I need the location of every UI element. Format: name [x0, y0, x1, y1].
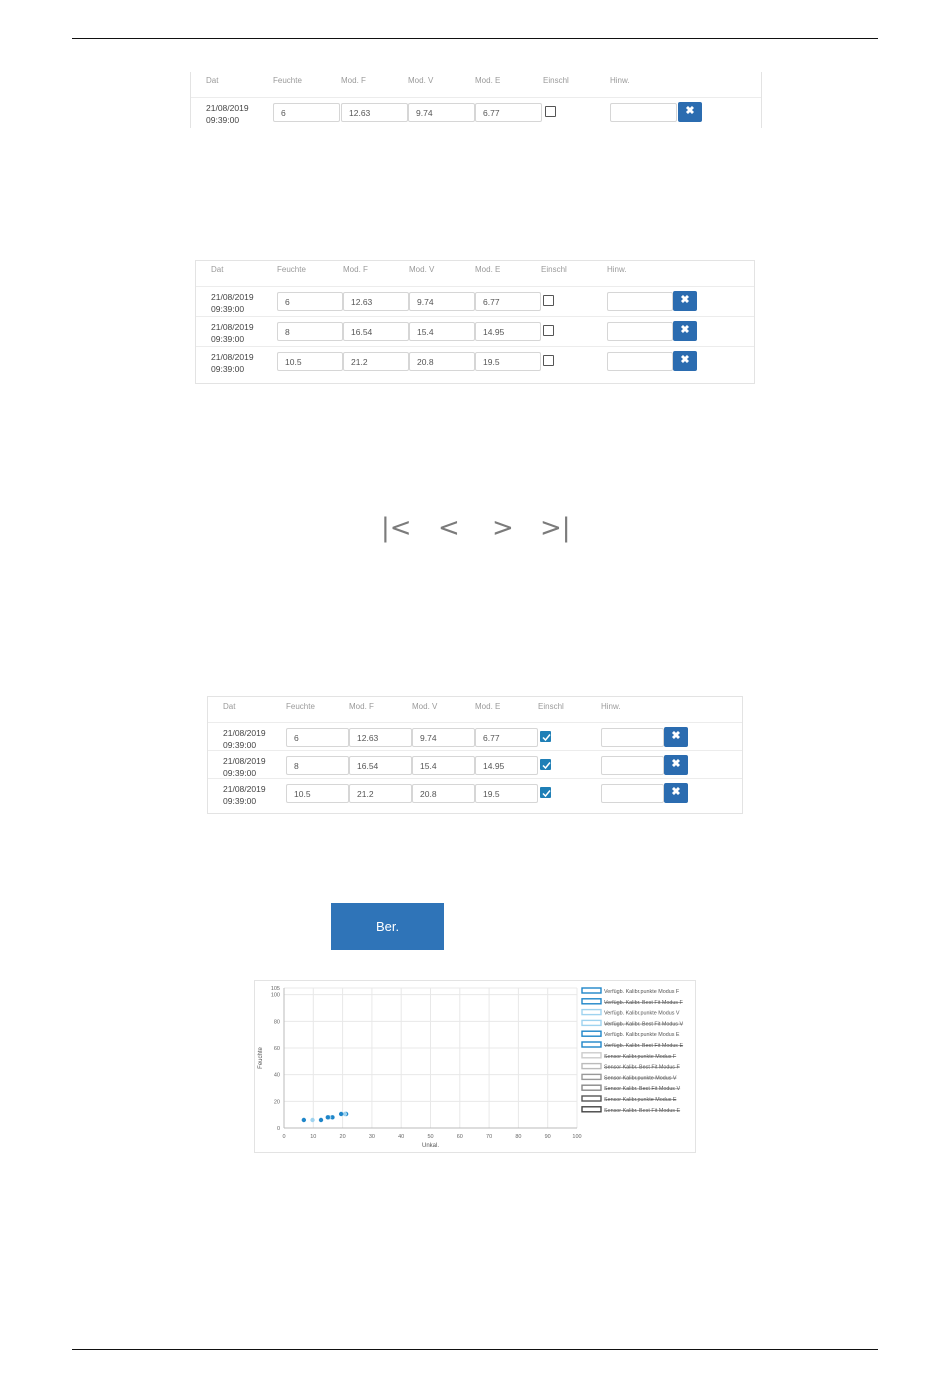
einschl-checkbox[interactable] — [540, 787, 551, 798]
column-header: Mod. E — [475, 265, 501, 274]
column-header: Feuchte — [273, 76, 302, 85]
hinw-input[interactable] — [607, 292, 673, 311]
mod-e-input[interactable]: 6.77 — [475, 728, 538, 747]
close-icon: ✖ — [671, 786, 681, 798]
mod-f-input[interactable]: 12.63 — [343, 292, 409, 311]
chart-svg — [255, 981, 695, 1152]
hinw-input[interactable] — [601, 756, 664, 775]
mod-f-input[interactable]: 16.54 — [343, 322, 409, 341]
legend-label: Sensor Kalibr.punkte Modus F — [604, 1053, 677, 1060]
column-header: Einschl — [538, 702, 564, 711]
x-tick-label: 70 — [486, 1134, 493, 1140]
check-icon — [541, 732, 552, 743]
column-header: Hinw. — [610, 76, 630, 85]
column-header: Dat — [206, 76, 219, 85]
table-row — [196, 346, 754, 377]
x-axis-label: Unkal. — [421, 1143, 440, 1149]
delete-row-button[interactable] — [673, 321, 697, 341]
mod-v-input[interactable]: 20.8 — [412, 784, 475, 803]
delete-row-button[interactable] — [664, 755, 688, 775]
x-tick-label: 40 — [398, 1134, 405, 1140]
einschl-checkbox[interactable] — [543, 355, 554, 366]
data-point — [310, 1118, 314, 1122]
feuchte-input[interactable]: 10.5 — [277, 352, 343, 371]
first-page-icon[interactable]: |< — [381, 513, 412, 543]
close-icon: ✖ — [680, 354, 690, 366]
close-icon: ✖ — [671, 758, 681, 770]
column-header: Einschl — [541, 265, 567, 274]
close-icon: ✖ — [680, 294, 690, 306]
hinw-input[interactable] — [607, 322, 673, 341]
feuchte-input[interactable]: 8 — [277, 322, 343, 341]
check-icon — [541, 760, 552, 771]
mod-v-input[interactable]: 9.74 — [412, 728, 475, 747]
feuchte-input[interactable]: 6 — [286, 728, 349, 747]
column-header: Mod. F — [349, 702, 374, 711]
x-tick-label: 80 — [515, 1134, 522, 1140]
row-date: 21/08/2019 09:39:00 — [223, 728, 266, 750]
mod-v-input[interactable]: 20.8 — [409, 352, 475, 371]
close-icon: ✖ — [685, 105, 695, 117]
legend-swatch — [582, 1031, 601, 1036]
x-tick-label: 30 — [368, 1134, 375, 1140]
delete-row-button[interactable] — [664, 783, 688, 803]
column-header: Mod. V — [408, 76, 434, 85]
y-tick-label: 100 — [270, 992, 280, 999]
column-header: Hinw. — [607, 265, 627, 274]
mod-v-input[interactable]: 9.74 — [409, 292, 475, 311]
x-tick-label: 60 — [456, 1134, 463, 1140]
legend-label: Sensor Kalibr. Best Fit Modus F — [604, 1064, 680, 1071]
legend-swatch — [582, 988, 601, 993]
x-tick-label: 0 — [282, 1134, 286, 1140]
mod-f-input[interactable]: 12.63 — [349, 728, 412, 747]
legend-label: Sensor Kalibr. Best Fit Modus V — [604, 1086, 681, 1093]
delete-row-button[interactable] — [673, 351, 697, 371]
column-header: Mod. F — [341, 76, 366, 85]
row-date: 21/08/2019 09:39:00 — [211, 292, 254, 314]
legend-swatch — [582, 1010, 601, 1015]
legend-label: Sensor Kalibr.punkte Modus V — [604, 1075, 677, 1082]
prev-page-icon[interactable]: < — [438, 513, 460, 543]
row-date: 21/08/2019 09:39:00 — [223, 784, 266, 806]
feuchte-input[interactable]: 6 — [273, 103, 340, 122]
column-header: Mod. E — [475, 76, 501, 85]
einschl-checkbox[interactable] — [540, 731, 551, 742]
legend-label: Verfügb. Kalibr.punkte Modus F — [604, 989, 680, 995]
legend-swatch — [582, 1064, 601, 1069]
row-date: 21/08/2019 09:39:00 — [211, 322, 254, 344]
legend-swatch — [582, 1020, 601, 1025]
table-row — [208, 722, 742, 751]
mod-e-input[interactable]: 19.5 — [475, 784, 538, 803]
hinw-input[interactable] — [601, 784, 664, 803]
legend-swatch — [582, 1085, 601, 1090]
mod-f-input[interactable]: 16.54 — [349, 756, 412, 775]
feuchte-input[interactable]: 10.5 — [286, 784, 349, 803]
einschl-checkbox[interactable] — [545, 106, 556, 117]
data-point — [319, 1118, 323, 1122]
mod-e-input[interactable]: 14.95 — [475, 756, 538, 775]
column-header: Feuchte — [286, 702, 315, 711]
einschl-checkbox[interactable] — [540, 759, 551, 770]
y-tick-label: 40 — [273, 1072, 280, 1079]
column-header: Einschl — [543, 76, 569, 85]
data-point — [326, 1115, 330, 1119]
table-row — [208, 750, 742, 779]
table-row — [191, 97, 761, 128]
row-date: 21/08/2019 09:39:00 — [211, 352, 254, 374]
column-header: Dat — [223, 702, 236, 711]
legend-label: Verfügb. Kalibr. Best Fit Modus V — [604, 1021, 684, 1028]
row-date: 21/08/2019 09:39:00 — [223, 756, 266, 778]
x-tick-label: 100 — [572, 1134, 582, 1140]
y-tick-label: 105 — [270, 986, 280, 992]
column-header: Mod. V — [412, 702, 438, 711]
legend-label: Verfügb. Kalibr.punkte Modus E — [604, 1032, 680, 1039]
delete-row-button[interactable] — [673, 291, 697, 311]
calibration-chart — [254, 980, 696, 1153]
mod-e-input[interactable]: 6.77 — [475, 292, 541, 311]
mod-e-input[interactable]: 14.95 — [475, 322, 541, 341]
column-header: Mod. F — [343, 265, 368, 274]
row-date: 21/08/2019 09:39:00 — [206, 103, 249, 125]
table-row — [196, 286, 754, 317]
column-header: Mod. V — [409, 265, 435, 274]
column-header: Mod. E — [475, 702, 501, 711]
data-point — [302, 1118, 306, 1122]
table-row — [208, 778, 742, 807]
feuchte-input[interactable]: 8 — [286, 756, 349, 775]
column-header: Hinw. — [601, 702, 621, 711]
mod-v-input[interactable]: 15.4 — [412, 756, 475, 775]
table-2 — [195, 260, 755, 384]
column-header: Feuchte — [277, 265, 306, 274]
hinw-input[interactable] — [607, 352, 673, 371]
next-page-icon[interactable]: > — [492, 513, 514, 543]
legend-swatch — [582, 1074, 601, 1079]
column-header: Dat — [211, 265, 224, 274]
top-rule — [72, 38, 878, 39]
legend-swatch — [582, 1053, 601, 1058]
table-1 — [190, 72, 762, 128]
calculate-button[interactable]: Ber. — [331, 903, 444, 950]
mod-v-input[interactable]: 9.74 — [408, 103, 475, 122]
legend-label: Sensor Kalibr. Best Fit Modus E — [604, 1107, 681, 1114]
y-axis-label: Feuchte — [258, 1047, 264, 1069]
y-tick-label: 60 — [273, 1046, 280, 1052]
legend-label: Verfügb. Kalibr. Best Fit Modus F — [604, 999, 683, 1006]
einschl-checkbox[interactable] — [543, 295, 554, 306]
x-tick-label: 90 — [544, 1134, 551, 1140]
check-icon — [541, 788, 552, 799]
close-icon: ✖ — [671, 730, 681, 742]
data-point — [343, 1112, 347, 1116]
legend-swatch — [582, 1042, 601, 1047]
legend-swatch — [582, 999, 601, 1004]
legend-swatch — [582, 1107, 601, 1112]
x-tick-label: 10 — [310, 1134, 317, 1140]
mod-v-input[interactable]: 15.4 — [409, 322, 475, 341]
y-tick-label: 80 — [273, 1019, 280, 1026]
table-row — [196, 316, 754, 347]
y-tick-label: 20 — [273, 1099, 280, 1106]
mod-e-input[interactable]: 6.77 — [475, 103, 542, 122]
last-page-icon[interactable]: >| — [540, 513, 571, 543]
table-3 — [207, 696, 743, 814]
legend-swatch — [582, 1096, 601, 1101]
legend-label: Verfügb. Kalibr. Best Fit Modus E — [604, 1043, 684, 1049]
data-point — [339, 1112, 343, 1116]
close-icon: ✖ — [680, 324, 690, 336]
legend-label: Verfügb. Kalibr.punkte Modus V — [604, 1010, 680, 1017]
mod-e-input[interactable]: 19.5 — [475, 352, 541, 371]
mod-f-input[interactable]: 21.2 — [349, 784, 412, 803]
x-tick-label: 50 — [427, 1134, 434, 1140]
hinw-input[interactable] — [610, 103, 677, 122]
mod-f-input[interactable]: 12.63 — [341, 103, 408, 122]
x-tick-label: 20 — [339, 1134, 346, 1140]
delete-row-button[interactable] — [678, 102, 702, 122]
feuchte-input[interactable]: 6 — [277, 292, 343, 311]
hinw-input[interactable] — [601, 728, 664, 747]
einschl-checkbox[interactable] — [543, 325, 554, 336]
mod-f-input[interactable]: 21.2 — [343, 352, 409, 371]
legend-label: Sensor Kalibr.punkte Modus E — [604, 1097, 677, 1103]
bottom-rule — [72, 1349, 878, 1350]
delete-row-button[interactable] — [664, 727, 688, 747]
y-tick-label: 0 — [276, 1126, 280, 1132]
